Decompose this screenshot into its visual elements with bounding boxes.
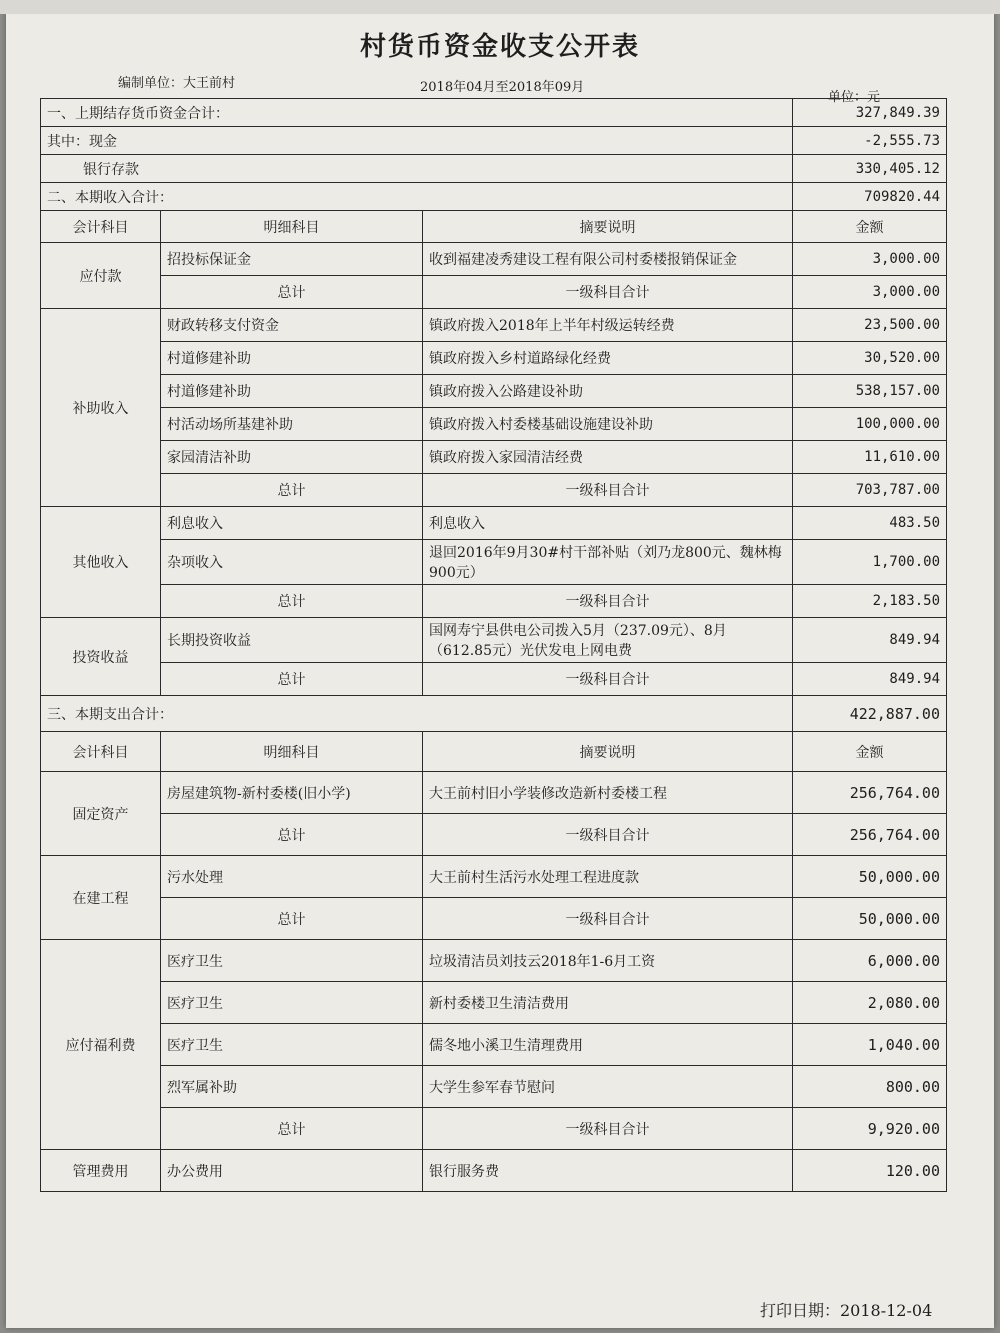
summary-value: 709820.44 (793, 183, 947, 211)
summary-description: 儒冬地小溪卫生清理费用 (423, 1024, 793, 1066)
summary-description: 镇政府拨入2018年上半年村级运转经费 (423, 309, 793, 342)
amount: 23,500.00 (793, 309, 947, 342)
amount: 1,040.00 (793, 1024, 947, 1066)
detail-subject: 利息收入 (161, 507, 423, 540)
detail-subject: 村道修建补助 (161, 375, 423, 408)
amount: 2,080.00 (793, 982, 947, 1024)
subtotal-amount: 256,764.00 (793, 814, 947, 856)
table-row (41, 1024, 947, 1066)
column-header: 明细科目 (161, 732, 423, 772)
summary-value: -2,555.73 (793, 127, 947, 155)
summary-label: 二、本期收入合计： (41, 183, 793, 211)
summary-description: 垃圾清洁员刘技云2018年1-6月工资 (423, 940, 793, 982)
summary-description: 利息收入 (423, 507, 793, 540)
summary-row (41, 155, 947, 183)
subtotal-description: 一级科目合计 (423, 474, 793, 507)
summary-label: 银行存款 (41, 155, 793, 183)
table-row (41, 441, 947, 474)
amount: 538,157.00 (793, 375, 947, 408)
account-subject: 投资收益 (41, 618, 161, 696)
summary-description: 镇政府拨入公路建设补助 (423, 375, 793, 408)
account-subject: 管理费用 (41, 1150, 161, 1192)
detail-subject: 医疗卫生 (161, 1024, 423, 1066)
amount: 3,000.00 (793, 243, 947, 276)
subtotal-label: 总计 (161, 814, 423, 856)
column-header: 明细科目 (161, 211, 423, 243)
account-subject: 其他收入 (41, 507, 161, 618)
subtotal-row (41, 663, 947, 696)
subtotal-description: 一级科目合计 (423, 814, 793, 856)
account-subject: 固定资产 (41, 772, 161, 856)
summary-description: 新村委楼卫生清洁费用 (423, 982, 793, 1024)
table-row (41, 1150, 947, 1192)
subtotal-amount: 9,920.00 (793, 1108, 947, 1150)
account-subject: 应付福利费 (41, 940, 161, 1150)
table-row (41, 243, 947, 276)
detail-subject: 村道修建补助 (161, 342, 423, 375)
table-row (41, 375, 947, 408)
print-date: 打印日期：2018-12-04 (760, 1301, 933, 1320)
table-row (41, 856, 947, 898)
summary-value: 327,849.39 (793, 99, 947, 127)
subtotal-label: 总计 (161, 276, 423, 309)
subtotal-label: 总计 (161, 898, 423, 940)
summary-description: 收到福建凌秀建设工程有限公司村委楼报销保证金 (423, 243, 793, 276)
column-header: 会计科目 (41, 211, 161, 243)
detail-subject: 烈军属补助 (161, 1066, 423, 1108)
reporting-period: 2018年04月至2018年09月 (420, 80, 585, 95)
expense-summary-value: 422,887.00 (793, 696, 947, 732)
account-subject: 应付款 (41, 243, 161, 309)
summary-description: 镇政府拨入家园清洁经费 (423, 441, 793, 474)
column-header: 会计科目 (41, 732, 161, 772)
detail-subject: 污水处理 (161, 856, 423, 898)
table-row (41, 1066, 947, 1108)
summary-row (41, 99, 947, 127)
detail-subject: 家园清洁补助 (161, 441, 423, 474)
subtotal-label: 总计 (161, 585, 423, 618)
subtotal-row (41, 276, 947, 309)
table-row (41, 540, 947, 585)
amount: 483.50 (793, 507, 947, 540)
expense-summary-label: 三、本期支出合计： (41, 696, 793, 732)
table-row (41, 408, 947, 441)
compiling-unit: 编制单位：大王前村 (118, 76, 236, 91)
summary-value: 330,405.12 (793, 155, 947, 183)
subtotal-amount: 2,183.50 (793, 585, 947, 618)
account-subject: 在建工程 (41, 856, 161, 940)
summary-description: 镇政府拨入村委楼基础设施建设补助 (423, 408, 793, 441)
detail-subject: 杂项收入 (161, 540, 423, 585)
ledger-body (41, 99, 947, 1192)
summary-row (41, 127, 947, 155)
subtotal-description: 一级科目合计 (423, 276, 793, 309)
document-title: 村货币资金收支公开表 (359, 32, 640, 62)
subtotal-amount: 3,000.00 (793, 276, 947, 309)
detail-subject: 房屋建筑物-新村委楼(旧小学) (161, 772, 423, 814)
subtotal-amount: 50,000.00 (793, 898, 947, 940)
detail-subject: 财政转移支付资金 (161, 309, 423, 342)
subtotal-description: 一级科目合计 (423, 585, 793, 618)
subtotal-row (41, 1108, 947, 1150)
expense-summary-row (41, 696, 947, 732)
column-header: 金额 (793, 211, 947, 243)
detail-subject: 村活动场所基建补助 (161, 408, 423, 441)
account-subject: 补助收入 (41, 309, 161, 507)
amount: 100,000.00 (793, 408, 947, 441)
detail-subject: 医疗卫生 (161, 982, 423, 1024)
amount: 11,610.00 (793, 441, 947, 474)
detail-subject: 办公费用 (161, 1150, 423, 1192)
subtotal-description: 一级科目合计 (423, 1108, 793, 1150)
table-row (41, 618, 947, 663)
table-row (41, 342, 947, 375)
column-header: 摘要说明 (423, 732, 793, 772)
summary-label: 一、上期结存货币资金合计： (41, 99, 793, 127)
summary-label: 其中：现金 (41, 127, 793, 155)
subtotal-row (41, 474, 947, 507)
detail-subject: 招投标保证金 (161, 243, 423, 276)
amount: 30,520.00 (793, 342, 947, 375)
subtotal-row (41, 898, 947, 940)
amount: 256,764.00 (793, 772, 947, 814)
summary-description: 大王前村生活污水处理工程进度款 (423, 856, 793, 898)
summary-description: 镇政府拨入乡村道路绿化经费 (423, 342, 793, 375)
summary-description: 银行服务费 (423, 1150, 793, 1192)
amount: 800.00 (793, 1066, 947, 1108)
amount: 1,700.00 (793, 540, 947, 585)
subtotal-label: 总计 (161, 474, 423, 507)
detail-subject: 长期投资收益 (161, 618, 423, 663)
ledger-table (40, 98, 947, 1192)
paper-edge-behind (0, 0, 1000, 14)
table-row (41, 772, 947, 814)
subtotal-amount: 703,787.00 (793, 474, 947, 507)
subtotal-label: 总计 (161, 1108, 423, 1150)
table-row (41, 507, 947, 540)
amount: 120.00 (793, 1150, 947, 1192)
amount: 849.94 (793, 618, 947, 663)
detail-subject: 医疗卫生 (161, 940, 423, 982)
table-row (41, 940, 947, 982)
subtotal-description: 一级科目合计 (423, 898, 793, 940)
subtotal-label: 总计 (161, 663, 423, 696)
column-header: 摘要说明 (423, 211, 793, 243)
subtotal-description: 一级科目合计 (423, 663, 793, 696)
table-row (41, 982, 947, 1024)
subtotal-amount: 849.94 (793, 663, 947, 696)
column-header-row (41, 732, 947, 772)
amount: 6,000.00 (793, 940, 947, 982)
subtotal-row (41, 814, 947, 856)
summary-description: 退回2016年9月30#村干部补贴（刘乃龙800元、魏林梅900元） (423, 540, 793, 585)
table-row (41, 309, 947, 342)
subtotal-row (41, 585, 947, 618)
column-header-row (41, 211, 947, 243)
amount: 50,000.00 (793, 856, 947, 898)
currency-unit: 单位：元 (828, 90, 881, 105)
summary-description: 大学生参军春节慰问 (423, 1066, 793, 1108)
summary-description: 国网寿宁县供电公司拨入5月（237.09元）、8月（612.85元）光伏发电上网电费 (423, 618, 793, 663)
summary-row (41, 183, 947, 211)
column-header: 金额 (793, 732, 947, 772)
summary-description: 大王前村旧小学装修改造新村委楼工程 (423, 772, 793, 814)
